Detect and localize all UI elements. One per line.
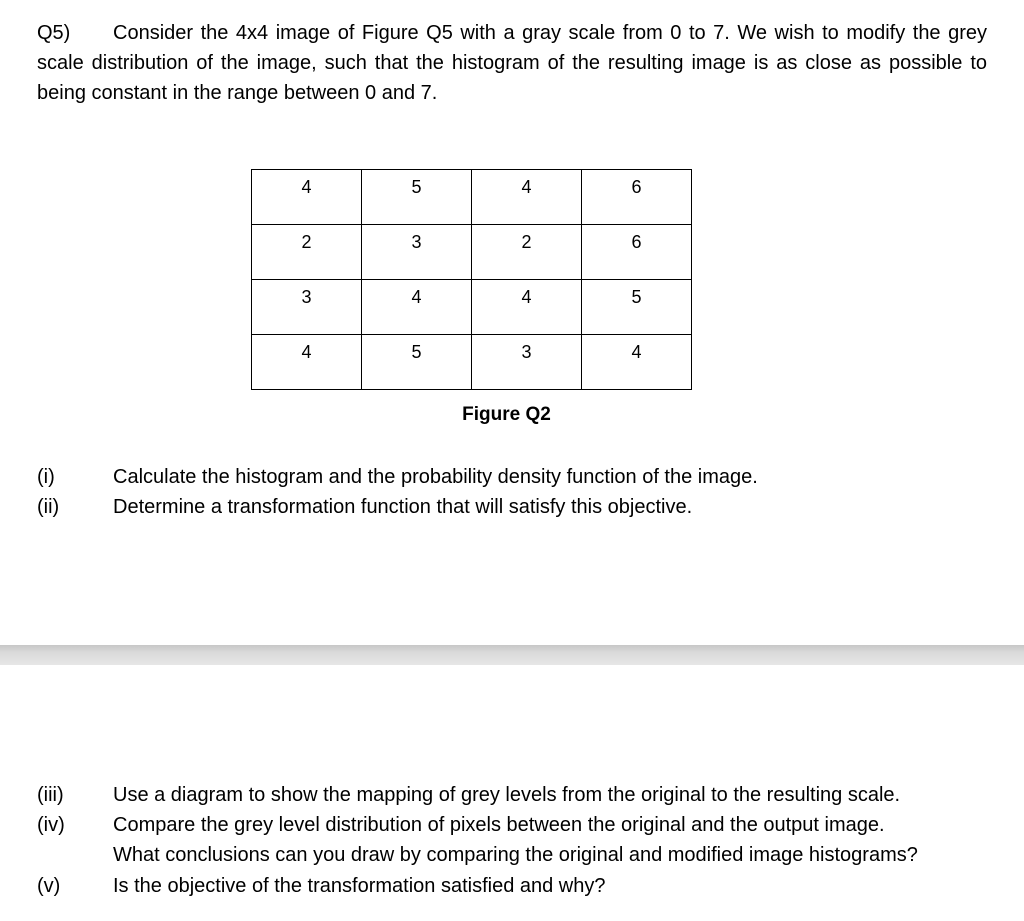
part-text: Compare the grey level distribution of pixels between the original and the output image. bbox=[113, 814, 885, 836]
figure-caption: Figure Q2 bbox=[462, 404, 551, 425]
grid-cell: 3 bbox=[252, 280, 362, 335]
part-text: Use a diagram to show the mapping of grey levels from the original to the resulting scale. bbox=[113, 784, 901, 806]
grid-cell: 4 bbox=[472, 170, 582, 225]
figure-grid bbox=[251, 169, 692, 390]
grid-cell: 3 bbox=[362, 225, 472, 280]
grid-cell: 2 bbox=[252, 225, 362, 280]
part-label: (ii) bbox=[37, 496, 60, 518]
part-text: Calculate the histogram and the probability density function of the image. bbox=[113, 466, 758, 488]
part-text: Determine a transformation function that will satisfy this objective. bbox=[113, 496, 693, 518]
grid-cell: 4 bbox=[362, 280, 472, 335]
part-text-continued: What conclusions can you draw by comparing the original and modified image histograms? bbox=[113, 844, 918, 866]
grid-row bbox=[252, 280, 692, 335]
page-divider bbox=[0, 645, 1024, 665]
grid-cell: 4 bbox=[252, 335, 362, 390]
part-label: (i) bbox=[37, 466, 55, 488]
grid-cell: 4 bbox=[582, 335, 692, 390]
question-number: Q5) bbox=[37, 22, 71, 44]
grid-cell: 4 bbox=[472, 280, 582, 335]
question-intro-text: Consider the 4x4 image of Figure Q5 with a gray scale from 0 to 7. We wish to modify the grey scale distribution of the image, such that the histogram of the resulting image is as close as possible to being constant in the range between 0 and 7. bbox=[37, 22, 987, 104]
part-text: Is the objective of the transformation satisfied and why? bbox=[113, 875, 606, 897]
grid-cell: 6 bbox=[582, 170, 692, 225]
part-label: (v) bbox=[37, 875, 61, 897]
grid-cell: 2 bbox=[472, 225, 582, 280]
grid-cell: 5 bbox=[362, 170, 472, 225]
grid-cell: 5 bbox=[362, 335, 472, 390]
grid-cell: 5 bbox=[582, 280, 692, 335]
part-label: (iv) bbox=[37, 814, 65, 836]
grid-cell: 4 bbox=[252, 170, 362, 225]
grid-row bbox=[252, 225, 692, 280]
grid-cell: 3 bbox=[472, 335, 582, 390]
question-intro bbox=[37, 18, 987, 108]
grid-cell: 6 bbox=[582, 225, 692, 280]
part-label: (iii) bbox=[37, 784, 64, 806]
grid-row bbox=[252, 335, 692, 390]
grid-row bbox=[252, 170, 692, 225]
